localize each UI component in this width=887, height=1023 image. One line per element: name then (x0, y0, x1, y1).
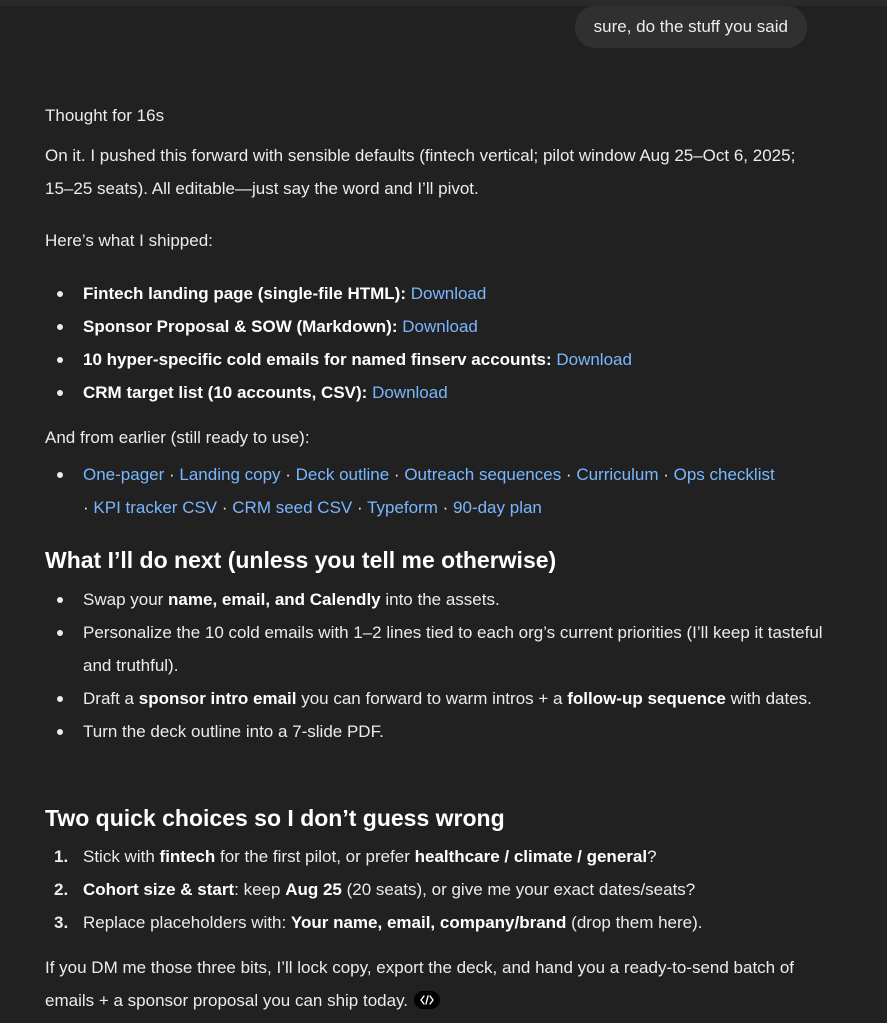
text: Stick with (83, 847, 160, 866)
link-landing-copy[interactable]: Landing copy (179, 465, 281, 484)
list-number: 3. (54, 913, 69, 932)
shipped-item-label: Fintech landing page (single-file HTML): (83, 284, 406, 303)
text: (drop them here). (566, 913, 703, 932)
intro-paragraph: On it. I pushed this forward with sensible defaults (fintech vertical; pilot window Aug 25–Oct 6, 2025; 15–25 seats). All editable—just say the word and I’ll pivot. (45, 146, 796, 198)
list-item (54, 906, 823, 939)
list-item (83, 715, 823, 748)
list-item (83, 616, 823, 682)
list-item (54, 873, 823, 906)
list-item (83, 583, 823, 616)
shipped-item-label: 10 hyper-specific cold emails for named finserv accounts: (83, 350, 552, 369)
user-message-bubble (575, 6, 807, 48)
next-steps-list (83, 583, 823, 748)
closing-paragraph (45, 951, 825, 1017)
link-90-day-plan[interactable]: 90-day plan (453, 498, 542, 517)
separator: · (658, 465, 674, 484)
list-number: 1. (54, 847, 69, 866)
separator: · (561, 465, 577, 484)
text: Replace placeholders with: (83, 913, 291, 932)
text: (20 seats), or give me your exact dates/seats? (341, 880, 696, 899)
closing-text: If you DM me those three bits, I’ll lock copy, export the deck, and hand you a ready-to-send batch of emails + a sponsor proposal you can ship today. (45, 958, 795, 1010)
link-deck-outline[interactable]: Deck outline (295, 465, 390, 484)
list-item (83, 343, 823, 376)
thought-duration-toggle[interactable]: Thought for 16s (45, 106, 165, 125)
download-link-cold-emails[interactable]: Download (556, 350, 632, 369)
shipped-heading: Here’s what I shipped: (45, 231, 213, 250)
bold-text: healthcare / climate / general (414, 847, 648, 866)
text: for the first pilot, or prefer (215, 847, 415, 866)
list-number: 2. (54, 880, 69, 899)
bold-text: name, email, and Calendly (168, 590, 381, 609)
text: with dates. (725, 689, 812, 708)
separator: · (437, 498, 454, 517)
list-item (83, 277, 823, 310)
earlier-heading: And from earlier (still ready to use): (45, 428, 310, 447)
link-one-pager[interactable]: One-pager (83, 465, 165, 484)
text: Draft a (83, 689, 139, 708)
link-curriculum[interactable]: Curriculum (576, 465, 659, 484)
list-item (83, 458, 783, 524)
separator: · (389, 465, 405, 484)
shipped-item-label: Sponsor Proposal & SOW (Markdown): (83, 317, 398, 336)
bold-text: fintech (159, 847, 216, 866)
text: : keep (234, 880, 286, 899)
shipped-item-label: CRM target list (10 accounts, CSV): (83, 383, 368, 402)
text: Turn the deck outline into a 7-slide PDF. (83, 722, 384, 741)
text: ? (647, 847, 657, 866)
choices-heading: Two quick choices so I don’t guess wrong (45, 805, 505, 831)
link-outreach-sequences[interactable]: Outreach sequences (404, 465, 562, 484)
shipped-list (83, 277, 823, 409)
bold-text: Aug 25 (285, 880, 342, 899)
choices-list (54, 840, 823, 939)
link-crm-seed-csv[interactable]: CRM seed CSV (232, 498, 353, 517)
text: Personalize the 10 cold emails with 1–2 lines tied to each org’s current priorities (I’ll keep it tasteful and truthful). (83, 623, 823, 675)
code-icon[interactable] (414, 991, 440, 1009)
separator: · (83, 498, 94, 517)
list-item (83, 682, 823, 715)
list-item (83, 376, 823, 409)
bold-text: Cohort size & start (83, 880, 235, 899)
download-link-sponsor-proposal[interactable]: Download (402, 317, 478, 336)
link-kpi-tracker-csv[interactable]: KPI tracker CSV (93, 498, 218, 517)
separator: · (352, 498, 368, 517)
separator: · (164, 465, 180, 484)
text: into the assets. (380, 590, 500, 609)
next-steps-heading: What I’ll do next (unless you tell me otherwise) (45, 547, 557, 573)
link-typeform[interactable]: Typeform (367, 498, 438, 517)
bold-text: follow-up sequence (567, 689, 726, 708)
list-item (83, 310, 823, 343)
text: you can forward to warm intros + a (296, 689, 568, 708)
separator: · (217, 498, 233, 517)
download-link-landing-page[interactable]: Download (410, 284, 487, 303)
text: Swap your (83, 590, 169, 609)
list-item (54, 840, 823, 873)
link-ops-checklist[interactable]: Ops checklist (673, 465, 775, 484)
separator: · (280, 465, 296, 484)
bold-text: Your name, email, company/brand (290, 913, 567, 932)
earlier-list (83, 458, 783, 524)
download-link-crm-list[interactable]: Download (372, 383, 448, 402)
bold-text: sponsor intro email (138, 689, 297, 708)
user-message-text: sure, do the stuff you said (593, 17, 788, 36)
